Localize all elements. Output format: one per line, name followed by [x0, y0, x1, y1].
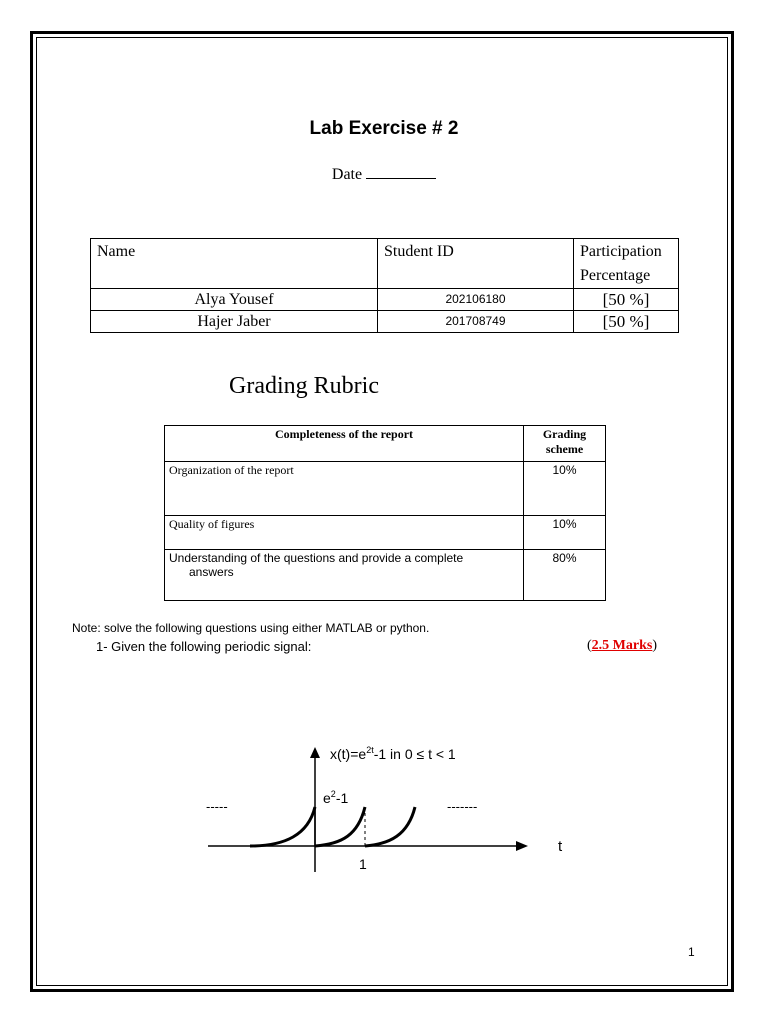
- question-1-marks: [587, 638, 657, 654]
- peak-label: $e^2-1$: [323, 789, 349, 806]
- rubric-weight: 10%: [524, 516, 606, 550]
- members-header-row: [91, 239, 679, 289]
- question-1: 1- Given the following periodic signal:: [96, 639, 312, 654]
- member-pct: [50 %]: [574, 289, 679, 311]
- signal-period-left: [250, 807, 315, 846]
- rubric-weight: 10%: [524, 462, 606, 516]
- member-pct: [50 %]: [574, 311, 679, 333]
- table-row: [91, 311, 679, 333]
- member-id: 202106180: [378, 289, 574, 311]
- note-text: Note: solve the following questions using either MATLAB or python.: [72, 621, 430, 635]
- page-title: Lab Exercise # 2: [309, 118, 459, 139]
- rubric-criterion: Organization of the report: [165, 462, 524, 516]
- table-row: [165, 462, 606, 516]
- header-student-id: Student ID: [378, 239, 574, 289]
- dash-right: -------: [447, 799, 478, 814]
- date-blank: [366, 164, 436, 179]
- rubric-criterion-line1: Understanding of the questions and provide a complete: [169, 551, 464, 565]
- rubric-title: Grading Rubric: [229, 373, 379, 399]
- table-row: [165, 550, 606, 601]
- header-participation: Participation Percentage: [574, 239, 679, 289]
- marks-open: (: [587, 638, 592, 653]
- page-number: 1: [688, 945, 695, 959]
- rubric-criterion: Quality of figures: [165, 516, 524, 550]
- table-row: [91, 289, 679, 311]
- t-label: t: [558, 838, 563, 855]
- periodic-signal-figure: [190, 735, 590, 880]
- member-name: Hajer Jaber: [91, 311, 378, 333]
- rubric-header-scheme: Grading scheme: [524, 426, 606, 462]
- signal-label: $x(t)=e^{2t}-1$ in 0 ≤ t < 1: [330, 745, 456, 762]
- signal-period-center: [315, 807, 365, 846]
- dash-left: -----: [206, 799, 228, 814]
- rubric-header-criterion: Completeness of the report: [165, 426, 524, 462]
- date-line: [0, 164, 768, 184]
- x-axis-arrow: [310, 747, 320, 758]
- date-label: Date: [331, 166, 363, 183]
- member-id: 201708749: [378, 311, 574, 333]
- header-name: Name: [91, 239, 378, 289]
- rubric-table: [164, 425, 606, 601]
- marks-value: 2.5 Marks: [591, 638, 653, 653]
- rubric-criterion-line2: answers: [189, 565, 234, 579]
- members-table: [90, 238, 679, 333]
- t-axis-arrow: [516, 841, 528, 851]
- marks-close: ): [652, 638, 658, 653]
- rubric-header-row: [165, 426, 606, 462]
- rubric-weight: 80%: [524, 550, 606, 601]
- rubric-criterion: [165, 550, 524, 601]
- member-name: Alya Yousef: [91, 289, 378, 311]
- table-row: [165, 516, 606, 550]
- signal-period-right: [365, 807, 415, 846]
- one-label: 1: [359, 856, 367, 872]
